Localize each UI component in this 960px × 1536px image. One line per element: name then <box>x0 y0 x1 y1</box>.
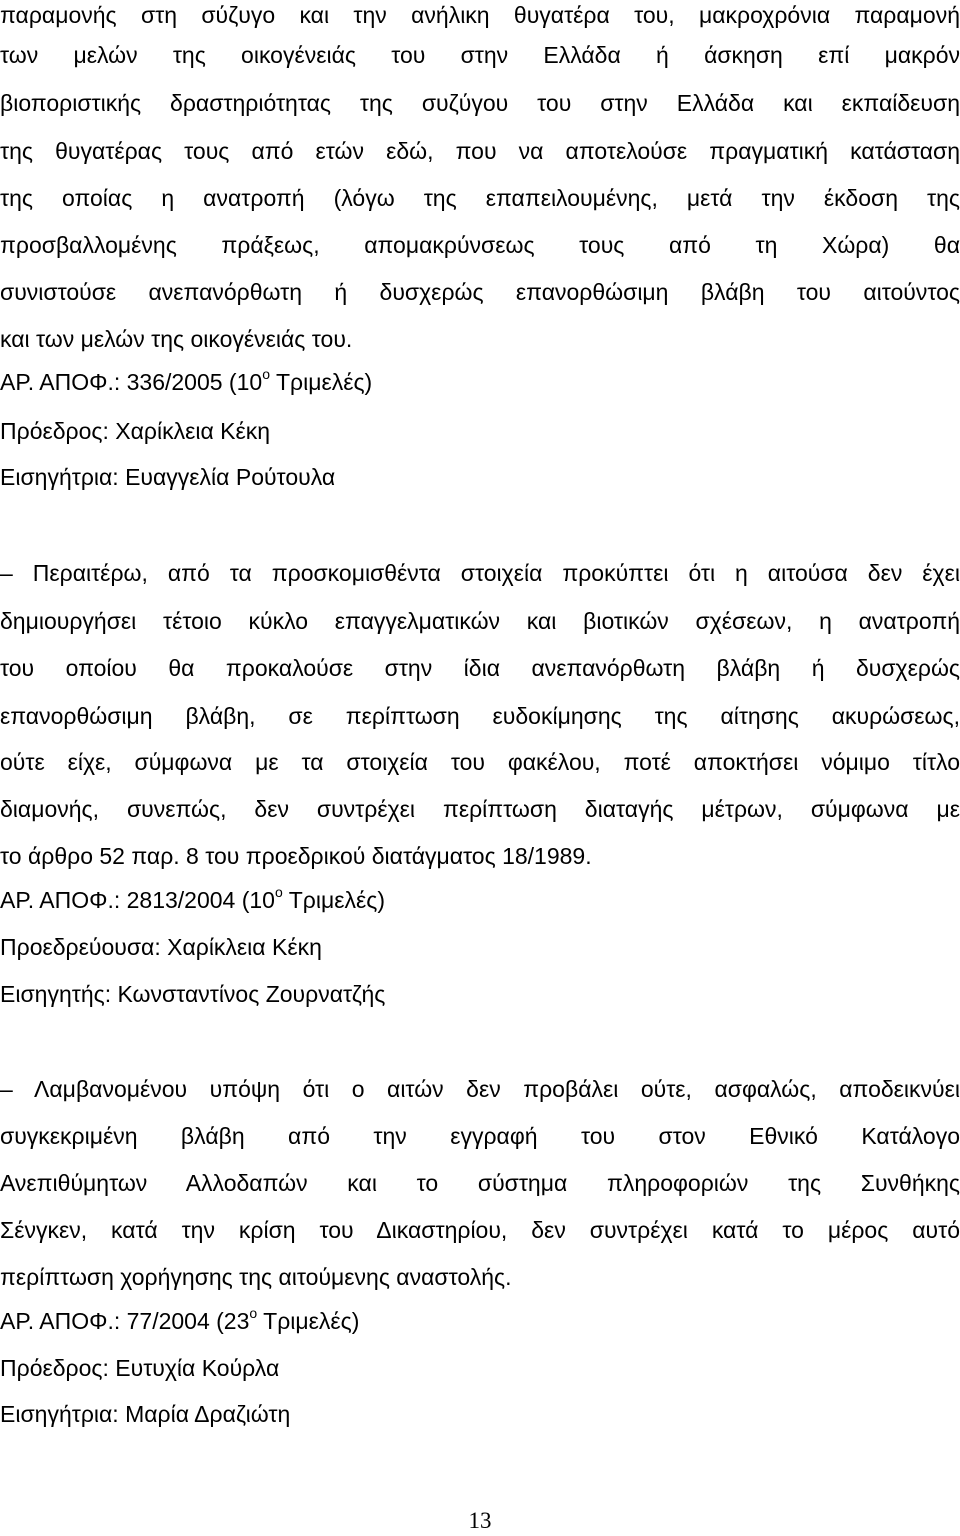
ordinal-superscript: ο <box>274 884 283 901</box>
page-number: 13 <box>468 1508 492 1533</box>
paragraph-line: παραμονής στη σύζυγο και την ανήλικη θυγατέρα του, μακροχρόνια παραμονή <box>0 2 960 28</box>
decision-number-text: ΑΡ. ΑΠΟΦ.: 336/2005 (10 <box>0 369 263 395</box>
paragraph-line: και των μελών της οικογένειάς του. <box>0 326 353 352</box>
paragraph-line: βιοποριστικής δραστηριότητας της συζύγου του στην Ελλάδα και εκπαίδευση <box>0 90 960 116</box>
paragraph-line: Ανεπιθύμητων Αλλοδαπών και το σύστημα πληροφοριών της Συνθήκης <box>0 1170 960 1196</box>
ordinal-superscript: ο <box>262 366 270 383</box>
decision-number <box>0 367 960 397</box>
decision-chamber: Τριμελές) <box>257 1308 360 1334</box>
decision-number-text: ΑΡ. ΑΠΟΦ.: 2813/2004 (10 <box>0 887 275 913</box>
president-name: Πρόεδρος: Ευτυχία Κούρλα <box>0 1355 280 1381</box>
paragraph-line: το άρθρο 52 παρ. 8 του προεδρικού διατάγματος 18/1989. <box>0 843 592 869</box>
rapporteur-name: Εισηγήτρια: Μαρία Δραζιώτη <box>0 1401 291 1427</box>
paragraph-line: προσβαλλομένης πράξεως, απομακρύνσεως τους από τη Χώρα) θα <box>0 232 960 258</box>
president-name: Πρόεδρος: Χαρίκλεια Κέκη <box>0 418 271 444</box>
paragraph-line: – Λαμβανομένου υπόψη ότι ο αιτών δεν προβάλει ούτε, ασφαλώς, αποδεικνύει <box>0 1076 960 1102</box>
paragraph-line: ούτε είχε, σύμφωνα με τα στοιχεία του φακέλου, ποτέ αποκτήσει νόμιμο τίτλο <box>0 749 960 775</box>
paragraph-line: διαμονής, συνεπώς, δεν συντρέχει περίπτωση διαταγής μέτρων, σύμφωνα με <box>0 796 960 822</box>
paragraph-line: δημιουργήσει τέτοιο κύκλο επαγγελματικών και βιοτικών σχέσεων, η ανατροπή <box>0 608 960 634</box>
decision-chamber: Τριμελές) <box>282 887 385 913</box>
rapporteur-name: Εισηγήτρια: Ευαγγελία Ρούτουλα <box>0 464 336 490</box>
paragraph-line: του οποίου θα προκαλούσε στην ίδια ανεπανόρθωτη βλάβη ή δυσχερώς <box>0 655 960 681</box>
paragraph-line: της οποίας η ανατροπή (λόγω της επαπειλουμένης, μετά την έκδοση της <box>0 185 960 211</box>
paragraph-line: συγκεκριμένη βλάβη από την εγγραφή του στον Εθνικό Κατάλογο <box>0 1123 960 1149</box>
paragraph-line: συνιστούσε ανεπανόρθωτη ή δυσχερώς επανορθώσιμη βλάβη του αιτούντος <box>0 279 960 305</box>
ordinal-superscript: ο <box>249 1305 258 1322</box>
decision-number-text: ΑΡ. ΑΠΟΦ.: 77/2004 (23 <box>0 1308 250 1334</box>
decision-chamber: Τριμελές) <box>269 369 373 395</box>
paragraph-line: περίπτωση χορήγησης της αιτούμενης αναστολής. <box>0 1264 512 1290</box>
president-name: Προεδρεύουσα: Χαρίκλεια Κέκη <box>0 934 322 960</box>
paragraph-line: Σένγκεν, κατά την κρίση του Δικαστηρίου, δεν συντρέχει κατά το μέρος αυτό <box>0 1217 960 1243</box>
paragraph-line: – Περαιτέρω, από τα προσκομισθέντα στοιχεία προκύπτει ότι η αιτούσα δεν έχει <box>0 560 960 586</box>
decision-number <box>0 885 960 915</box>
rapporteur-name: Εισηγητής: Κωνσταντίνος Ζουρνατζής <box>0 981 386 1007</box>
paragraph-line: της θυγατέρας τους από ετών εδώ, που να αποτελούσε πραγματική κατάσταση <box>0 138 960 164</box>
paragraph-line: επανορθώσιμη βλάβη, σε περίπτωση ευδοκίμησης της αίτησης ακυρώσεως, <box>0 703 960 729</box>
paragraph-line: των μελών της οικογένειάς του στην Ελλάδα ή άσκηση επί μακρόν <box>0 42 960 68</box>
decision-number <box>0 1306 960 1336</box>
